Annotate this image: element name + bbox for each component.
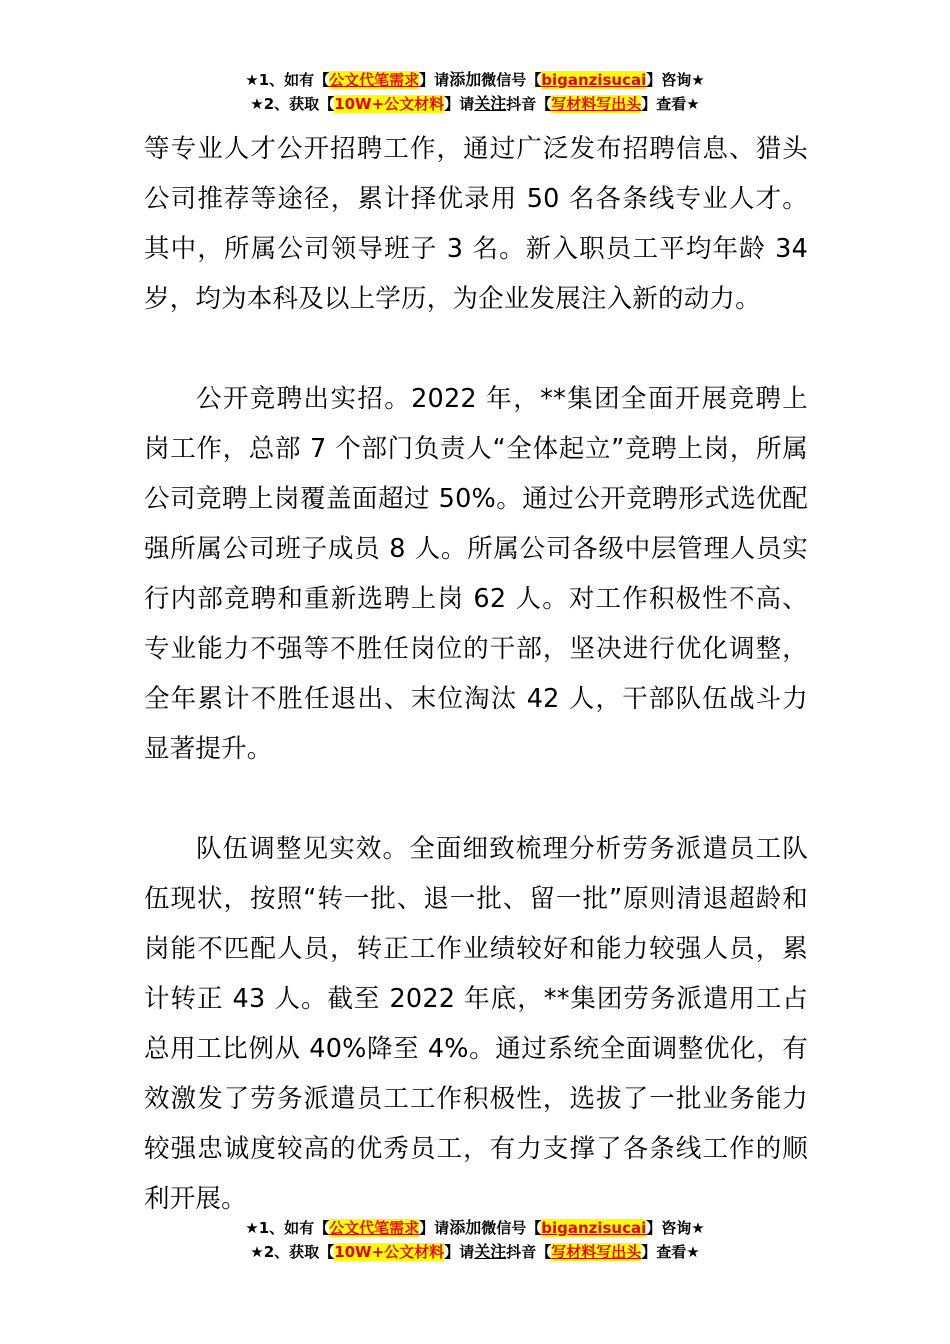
- document-body: [144, 124, 808, 1224]
- banner-highlight-wechat: biganzisucai: [541, 71, 647, 89]
- banner-highlight-douyin: 写材料写出头: [551, 95, 642, 113]
- paragraph-continuation: 等专业人才公开招聘工作，通过广泛发布招聘信息、猎头公司推荐等途径，累计择优录用 50 名各条线专业人才。其中，所属公司领导班子 3 名。新入职员工平均年龄 34 岁，均为本科及以上学历，为企业发展注入新的动力。: [144, 134, 808, 314]
- banner-line-1: ★1、如有【公文代笔需求】请添加微信号【biganzisucai】咨询★: [245, 1218, 705, 1237]
- banner-highlight-service: 公文代笔需求: [329, 1219, 420, 1237]
- paragraph-gap: [144, 774, 808, 824]
- header-banner: [0, 68, 950, 116]
- banner-line-1: ★1、如有【公文代笔需求】请添加微信号【biganzisucai】咨询★: [245, 70, 705, 89]
- paragraph-team-adjustment: 队伍调整见实效。全面细致梳理分析劳务派遣员工队伍现状，按照“转一批、退一批、留一批”原则清退超龄和岗能不匹配人员，转正工作业绩较好和能力较强人员，累计转正 43 人。截至 2022 年底，**集团劳务派遣用工占总用工比例从 40%降至 4%。通过系统全面调整优化，有效激发了劳务派遣员工工作积极性，选拔了一批业务能力较强忠诚度较高的优秀员工，有力支撑了各条线工作的顺利开展。: [144, 834, 808, 1214]
- banner-highlight-materials: 10W+公文材料: [334, 95, 445, 113]
- paragraph-gap: [144, 324, 808, 374]
- paragraph-open-competition: 公开竞聘出实招。2022 年，**集团全面开展竞聘上岗工作，总部 7 个部门负责人“全体起立”竞聘上岗，所属公司竞聘上岗覆盖面超过 50%。通过公开竞聘形式选优配强所属公司班子成员 8 人。所属公司各级中层管理人员实行内部竞聘和重新选聘上岗 62 人。对工作积极性不高、专业能力不强等不胜任岗位的干部，坚决进行优化调整，全年累计不胜任退出、末位淘汰 42 人，干部队伍战斗力显著提升。: [144, 384, 808, 764]
- banner-line-2: ★2、获取【10W+公文材料】请关注抖音【写材料写出头】查看★: [250, 1242, 700, 1261]
- banner-highlight-service: 公文代笔需求: [329, 71, 420, 89]
- banner-highlight-douyin: 写材料写出头: [551, 1243, 642, 1261]
- banner-highlight-wechat: biganzisucai: [541, 1219, 647, 1237]
- banner-highlight-materials: 10W+公文材料: [334, 1243, 445, 1261]
- banner-line-2: ★2、获取【10W+公文材料】请关注抖音【写材料写出头】查看★: [250, 94, 700, 113]
- footer-banner: [0, 1216, 950, 1264]
